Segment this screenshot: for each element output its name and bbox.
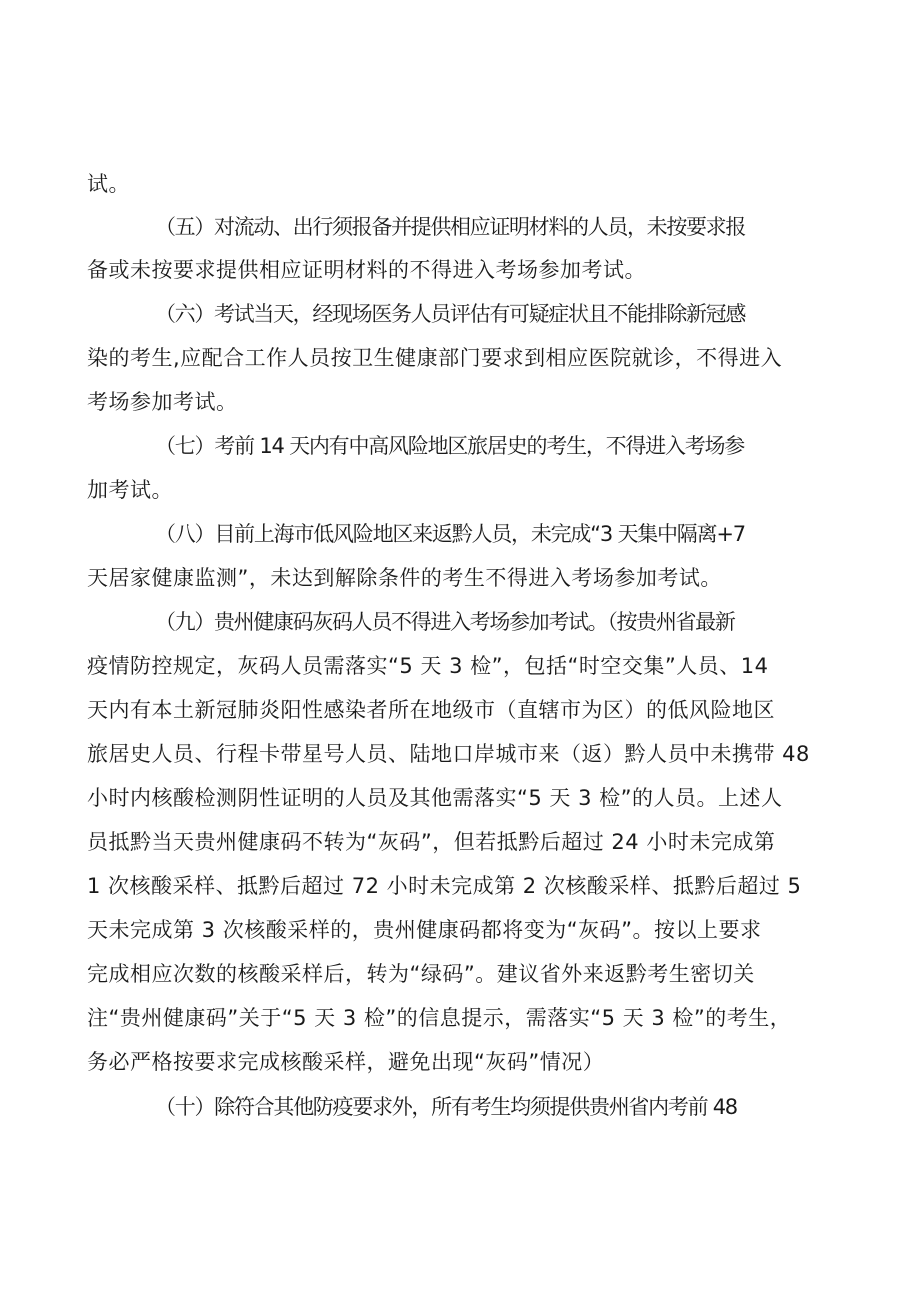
text-line: 完成相应次数的核酸采样后，转为“绿码”。建议省外来返黔考生密切关 (87, 962, 755, 986)
text-line: （七）考前 14 天内有中高风险地区旅居史的考生，不得进入考场参 (155, 434, 745, 458)
text-line: 旅居史人员、行程卡带星号人员、陆地口岸城市来（返）黔人员中未携带 48 (87, 742, 810, 766)
text-line: 考场参加考试。 (87, 390, 238, 414)
text-line: 备或未按要求提供相应证明材料的不得进入考场参加考试。 (87, 258, 646, 282)
text-line: 1 次核酸采样、抵黔后超过 72 小时未完成第 2 次核酸采样、抵黔后超过 5 (87, 874, 802, 898)
text-line: 疫情防控规定，灰码人员需落实“5 天 3 检”，包括“时空交集”人员、14 (87, 654, 769, 678)
text-line: （六）考试当天，经现场医务人员评估有可疑症状且不能排除新冠感 (155, 302, 745, 326)
text-line: 小时内核酸检测阴性证明的人员及其他需落实“5 天 3 检”的人员。上述人 (87, 786, 783, 810)
text-line: 务必严格按要求完成核酸采样，避免出现“灰码”情况） (87, 1050, 605, 1074)
text-line: 试。 (87, 172, 130, 196)
text-line: 加考试。 (87, 478, 173, 502)
text-line: （八）目前上海市低风险地区来返黔人员，未完成“3 天集中隔离+7 (155, 522, 745, 546)
text-line: 员抵黔当天贵州健康码不转为“灰码”，但若抵黔后超过 24 小时未完成第 (87, 830, 776, 854)
text-line: 注“贵州健康码”关于“5 天 3 检”的信息提示，需落实“5 天 3 检”的考生， (87, 1006, 792, 1030)
text-line: 天内有本土新冠肺炎阳性感染者所在地级市（直辖市为区）的低风险地区 (87, 698, 775, 722)
text-line: （九）贵州健康码灰码人员不得进入考场参加考试。（按贵州省最新 (155, 610, 735, 634)
text-line: 天未完成第 3 次核酸采样的，贵州健康码都将变为“灰码”。按以上要求 (87, 918, 762, 942)
text-line: （五）对流动、出行须报备并提供相应证明材料的人员，未按要求报 (155, 215, 745, 239)
text-line: 天居家健康监测”，未达到解除条件的考生不得进入考场参加考试。 (87, 566, 722, 590)
text-line: 染的考生,应配合工作人员按卫生健康部门要求到相应医院就诊，不得进入 (87, 346, 783, 370)
text-line: （十）除符合其他防疫要求外，所有考生均须提供贵州省内考前 48 (155, 1095, 737, 1119)
